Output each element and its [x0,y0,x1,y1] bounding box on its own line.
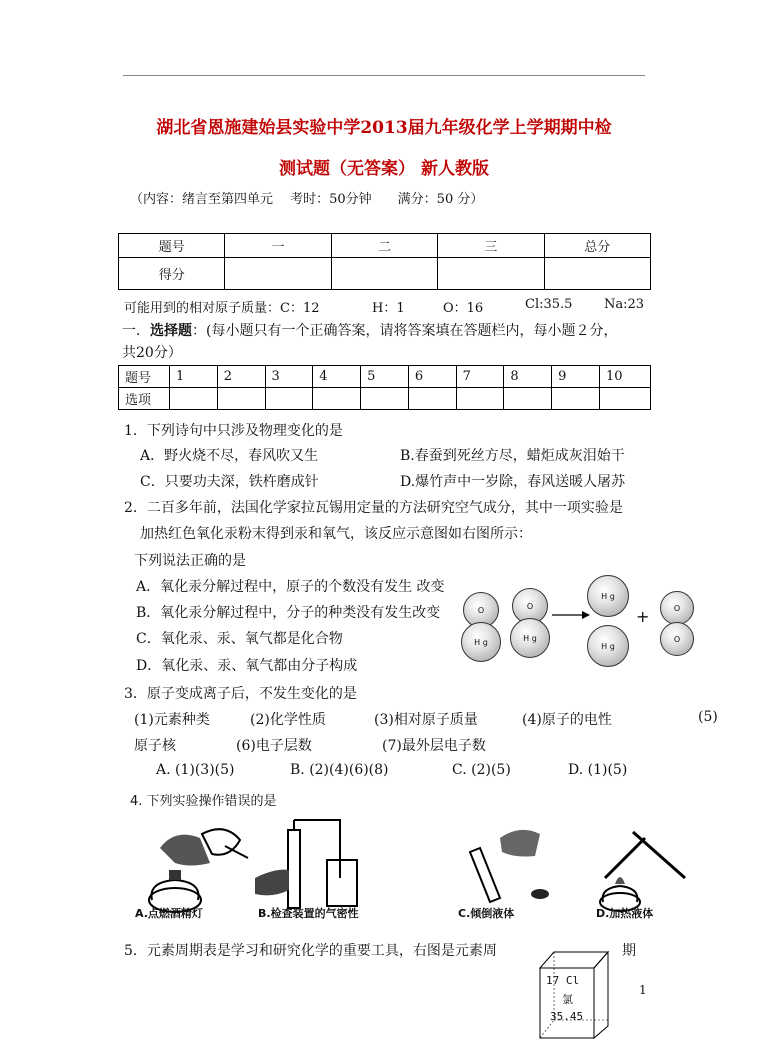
mercury-atom: H g [587,575,629,617]
score-table [118,233,651,290]
q1-option-a: A．野火烧不尽，春风吹又生 [140,448,319,464]
atomic-mass-cl: Cl:35.5 [525,297,573,312]
q3-item-4: (4)原子的电性 [522,712,612,728]
element-number-symbol: 17 Cl [546,974,580,987]
answer-table [118,365,651,410]
atomic-mass-o: O：16 [443,301,484,316]
q3-item-7: (7)最外层电子数 [382,738,486,754]
score-cell[interactable] [544,258,650,290]
document-title-line1: 湖北省恩施建始县实验中学2013届九年级化学上学期期中检 [156,118,612,138]
reaction-arrow-icon [552,608,590,622]
score-cell[interactable] [225,258,331,290]
answer-cell[interactable] [408,388,456,410]
answer-cell[interactable] [361,388,409,410]
section1-title: 选择题 [150,323,192,339]
score-header-cell: 题号 [119,234,225,258]
q3-option-a: A. (1)(3)(5) [156,762,235,778]
document-title-line2: 测试题（无答案） 新人教版 [279,159,489,179]
answer-cell[interactable] [504,388,552,410]
q3-item-5-number: (5) [698,709,718,725]
q1-option-b: B.春蚕到死丝方尽，蜡炬成灰泪始干 [400,448,625,464]
q5-stem: 5．元素周期表是学习和研究化学的重要工具，右图是元素周 [124,943,497,959]
q2-stem-line2: 加热红色氧化汞粉末得到汞和氧气，该反应示意图如右图所示： [140,526,532,542]
q3-stem: 3．原子变成离子后，不发生变化的是 [124,686,357,702]
plus-sign: + [636,607,650,626]
q4-stem: 4. 下列实验操作错误的是 [130,794,277,809]
element-mass: 35.45 [550,1010,584,1023]
oxygen-atom: O [463,592,499,628]
score-header-cell: 三 [438,234,544,258]
answer-cell[interactable] [313,388,361,410]
mercury-atom: H g [461,622,501,662]
header-rule [123,75,645,76]
section1-instructions: ：(每小题只有一个正确答案，请将答案填在答题栏内，每小题２分， [192,323,618,339]
answer-number-cell: 6 [408,366,456,388]
q2-stem-line3: 下列说法正确的是 [134,553,246,569]
q4-caption-d: D.加热液体 [596,907,654,920]
score-cell[interactable] [331,258,437,290]
answer-cell[interactable] [217,388,265,410]
q3-item-3: (3)相对原子质量 [374,712,478,728]
q4-caption-a: A.点燃酒精灯 [135,907,203,920]
answer-number-cell: 1 [170,366,218,388]
answer-cell[interactable] [552,388,600,410]
score-header-cell: 总分 [544,234,650,258]
answer-number-cell: 10 [600,366,651,388]
atomic-mass-c: 可能用到的相对原子质量：C：12 [124,301,320,316]
section1-heading-line2: 共20分） [122,345,182,361]
q2-option-d: D．氧化汞、汞、氧气都由分子构成 [136,658,358,674]
q4-caption-c: C.倾倒液体 [458,907,515,920]
q3-option-b: B. (2)(4)(6)(8) [290,762,389,778]
answer-row-label: 题号 [119,366,170,388]
answer-cell[interactable] [600,388,651,410]
q3-item-6: (6)电子层数 [236,738,312,754]
answer-cell[interactable] [265,388,313,410]
score-row-label: 得分 [119,258,225,290]
element-name: 氯 [562,993,573,1006]
page-number: 1 [639,983,647,997]
answer-number-cell: 8 [504,366,552,388]
section1-heading [122,320,617,340]
q3-option-d: D. (1)(5) [568,762,628,778]
q2-stem-line1: 2．二百多年前，法国化学家拉瓦锡用定量的方法研究空气成分，其中一项实验是 [124,500,623,516]
answer-number-cell: 2 [217,366,265,388]
q1-option-d: D.爆竹声中一岁除，春风送暖人屠苏 [400,474,626,490]
exam-info: （内容：绪言至第四单元 考时：50分钟 满分：50 分） [130,192,484,207]
q3-item-1: (1)元素种类 [134,712,210,728]
score-cell[interactable] [438,258,544,290]
element-cell-illustration [538,950,610,1040]
answer-row-label: 选项 [119,388,170,410]
answer-number-cell: 9 [552,366,600,388]
answer-cell[interactable] [456,388,504,410]
oxygen-atom: O [660,622,694,656]
q2-option-c: C．氧化汞、汞、氧气都是化合物 [136,631,343,647]
q3-option-c: C. (2)(5) [452,762,511,778]
q1-stem: 1．下列诗句中只涉及物理变化的是 [124,423,343,439]
answer-number-cell: 4 [313,366,361,388]
score-header-cell: 二 [331,234,437,258]
q2-option-b: B．氧化汞分解过程中，分子的种类没有发生改变 [136,605,441,621]
answer-number-cell: 7 [456,366,504,388]
answer-cell[interactable] [170,388,218,410]
q1-option-c: C．只要功夫深，铁杵磨成针 [140,474,319,490]
oxygen-atom: O [660,591,694,625]
atomic-mass-h: H：1 [372,301,405,316]
q4-caption-b: B.检查装置的气密性 [258,907,359,920]
answer-number-cell: 5 [361,366,409,388]
section1-number: 一． [122,323,150,339]
q5-stem-end: 期 [622,943,636,959]
mercury-atom: H g [510,618,550,658]
score-header-cell: 一 [225,234,331,258]
q2-option-a: A．氧化汞分解过程中，原子的个数没有发生 改变 [136,579,445,595]
q3-item-5-text: 原子核 [134,738,176,754]
mercury-atom: H g [587,625,629,667]
answer-number-cell: 3 [265,366,313,388]
q3-item-2: (2)化学性质 [250,712,326,728]
atomic-mass-na: Na:23 [604,297,645,312]
oxygen-atom: O [512,588,548,624]
